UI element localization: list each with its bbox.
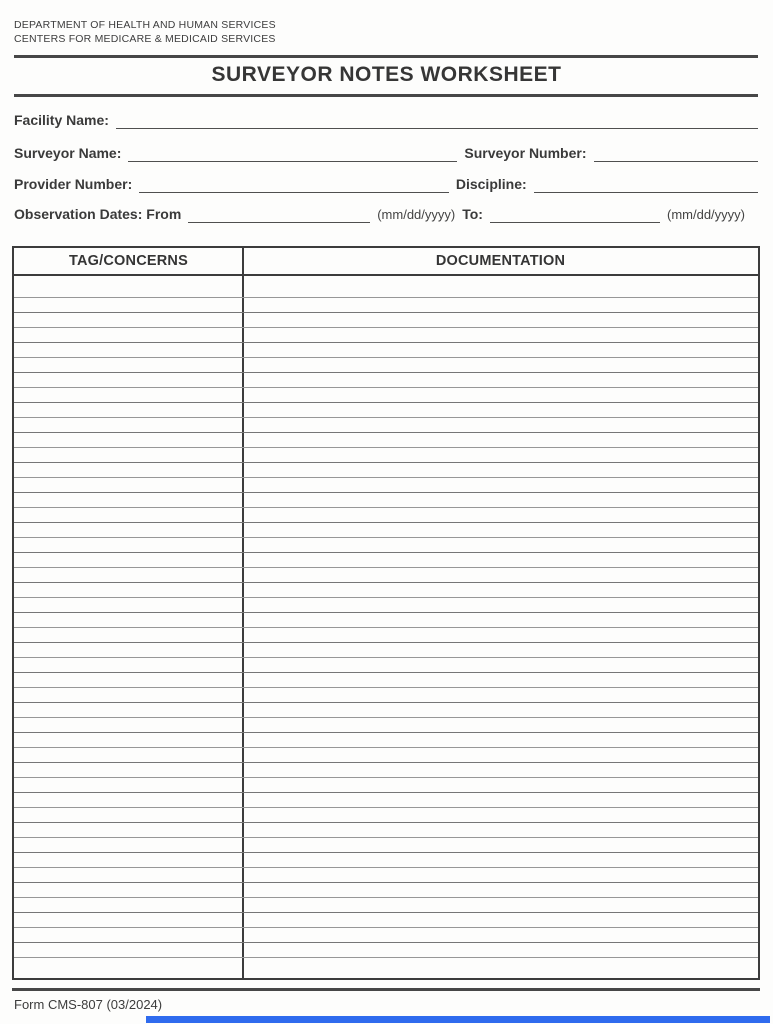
table-row-line [14, 432, 758, 433]
table-row-line [14, 807, 758, 808]
table-row-line [14, 327, 758, 328]
table-row-line [14, 717, 758, 718]
table-row-line [14, 342, 758, 343]
observation-to-input-line[interactable] [490, 204, 660, 223]
table-row-line [14, 387, 758, 388]
facility-name-label: Facility Name: [14, 112, 109, 128]
observation-dates-row [14, 204, 758, 223]
form-number: Form CMS-807 (03/2024) [14, 997, 163, 1012]
blue-bar [146, 1016, 770, 1023]
discipline-label: Discipline: [455, 176, 527, 192]
table-row-line [14, 882, 758, 883]
provider-row [14, 174, 758, 193]
table-row-line [14, 912, 758, 913]
form-title: SURVEYOR NOTES WORKSHEET [211, 63, 562, 86]
table-row-line [14, 477, 758, 478]
discipline-input-line[interactable] [534, 174, 758, 193]
table-row-line [14, 447, 758, 448]
department-line2: CENTERS FOR MEDICARE & MEDICAID SERVICES [14, 33, 276, 45]
surveyor-row [14, 143, 758, 162]
table-row-line [14, 657, 758, 658]
department-header [14, 18, 276, 46]
provider-number-input-line[interactable] [139, 174, 449, 193]
table-row-line [14, 417, 758, 418]
table-row-line [14, 537, 758, 538]
title-rule-top [14, 55, 758, 58]
table-row-line [14, 402, 758, 403]
surveyor-number-input-line[interactable] [594, 143, 758, 162]
table-row-line [14, 357, 758, 358]
facility-name-row [14, 110, 758, 129]
surveyor-name-input-line[interactable] [128, 143, 457, 162]
title-rule-bottom [14, 94, 758, 97]
table-row-line [14, 747, 758, 748]
observation-from-input-line[interactable] [188, 204, 370, 223]
table-row-line [14, 312, 758, 313]
table-row-line [14, 597, 758, 598]
table-row-line [14, 612, 758, 613]
table-row-line [14, 867, 758, 868]
table-row-line [14, 852, 758, 853]
table-row-line [14, 732, 758, 733]
surveyor-name-label: Surveyor Name: [14, 145, 122, 161]
date-format-hint-from: (mm/dd/yyyy) [377, 207, 456, 222]
facility-name-input-line[interactable] [116, 110, 758, 129]
column-header-tag-concerns: TAG/CONCERNS [69, 253, 188, 269]
table-row-line [14, 297, 758, 298]
table-row-line [14, 627, 758, 628]
date-format-hint-to: (mm/dd/yyyy) [667, 207, 745, 222]
department-line1: DEPARTMENT OF HEALTH AND HUMAN SERVICES [14, 19, 276, 31]
table-row-line [14, 792, 758, 793]
table-row-line [14, 822, 758, 823]
notes-table [12, 246, 760, 980]
footer-rule [12, 988, 760, 991]
table-row-line [14, 552, 758, 553]
table-row-line [14, 372, 758, 373]
table-row-line [14, 642, 758, 643]
table-row-line [14, 687, 758, 688]
table-row-line [14, 897, 758, 898]
table-row-line [14, 957, 758, 958]
column-header-documentation: DOCUMENTATION [435, 253, 566, 269]
table-row-line [14, 462, 758, 463]
table-row-line [14, 837, 758, 838]
table-row-line [14, 762, 758, 763]
observation-dates-from-label: Observation Dates: From [14, 206, 182, 222]
table-row-line [14, 702, 758, 703]
table-row-line [14, 672, 758, 673]
table-header-row [14, 248, 758, 276]
provider-number-label: Provider Number: [14, 176, 133, 192]
table-row-line [14, 507, 758, 508]
table-row-line [14, 522, 758, 523]
table-body[interactable] [14, 276, 758, 976]
surveyor-number-label: Surveyor Number: [464, 145, 587, 161]
table-row-line [14, 777, 758, 778]
table-row-line [14, 492, 758, 493]
table-row-line [14, 567, 758, 568]
observation-to-label: To: [462, 206, 483, 222]
table-row-line [14, 942, 758, 943]
table-row-line [14, 582, 758, 583]
table-row-line [14, 927, 758, 928]
